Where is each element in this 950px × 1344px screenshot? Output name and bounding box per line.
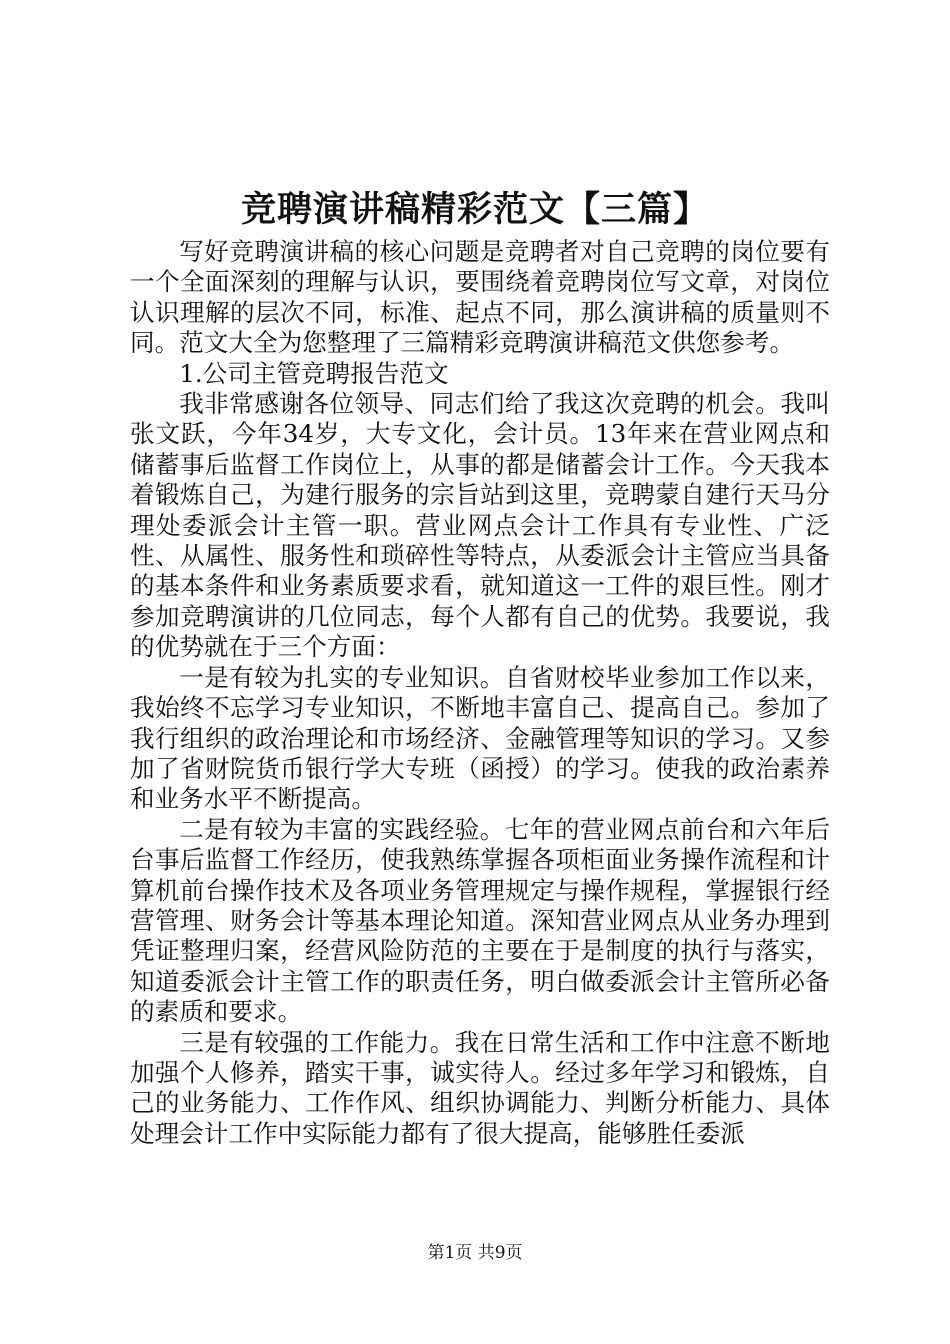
section-heading: 1.公司主管竞聘报告范文: [179, 358, 449, 388]
paragraph-advantage-one: 一是有较为扎实的专业知识。自省财校毕业参加工作以来，我始终不忘学习专业知识，不断地丰富自己、提高自己。参加了我行组织的政治理论和市场经济、金融管理等知识的学习。又参加了省财院货币银行学大专班（函授）的学习。使我的政治素养和业务水平不断提高。: [130, 662, 830, 814]
document-body: [130, 237, 830, 1149]
paragraph-advantage-two: 二是有较为丰富的实践经验。七年的营业网点前台和六年后台事后监督工作经历，使我熟练掌握各项柜面业务操作流程和计算机前台操作技术及各项业务管理规定与操作规程，掌握银行经营管理、财务会计等基本理论知道。深知营业网点从业务办理到凭证整理归案，经营风险防范的主要在于是制度的执行与落实，知道委派会计主管工作的职责任务，明白做委派会计主管所必备的素质和要求。: [130, 814, 830, 1027]
paragraph-intro: 写好竞聘演讲稿的核心问题是竞聘者对自己竞聘的岗位要有一个全面深刻的理解与认识，要围绕着竞聘岗位写文章，对岗位认识理解的层次不同，标准、起点不同，那么演讲稿的质量则不同。范文大全为您整理了三篇精彩竞聘演讲稿范文供您参考。: [130, 237, 830, 358]
page-number-footer: 第1页 共9页: [427, 1243, 523, 1263]
document-title: 竞聘演讲稿精彩范文【三篇】: [240, 189, 709, 230]
paragraph-self-introduction: 我非常感谢各位领导、同志们给了我这次竞聘的机会。我叫张文跃，今年34岁，大专文化，会计员。13年来在营业网点和储蓄事后监督工作岗位上，从事的都是储蓄会计工作。今天我本着锻炼自己，为建行服务的宗旨站到这里，竞聘蒙自建行天马分理处委派会计主管一职。营业网点会计工作具有专业性、广泛性、从属性、服务性和琐碎性等特点，从委派会计主管应当具备的基本条件和业务素质要求看，就知道这一工件的艰巨性。刚才参加竞聘演讲的几位同志，每个人都有自己的优势。我要说，我的优势就在于三个方面：: [130, 389, 830, 662]
paragraph-advantage-three: 三是有较强的工作能力。我在日常生活和工作中注意不断地加强个人修养，踏实干事，诚实待人。经过多年学习和锻炼，自己的业务能力、工作作风、组织协调能力、判断分析能力、具体处理会计工作中实际能力都有了很大提高，能够胜任委派: [130, 1027, 830, 1148]
